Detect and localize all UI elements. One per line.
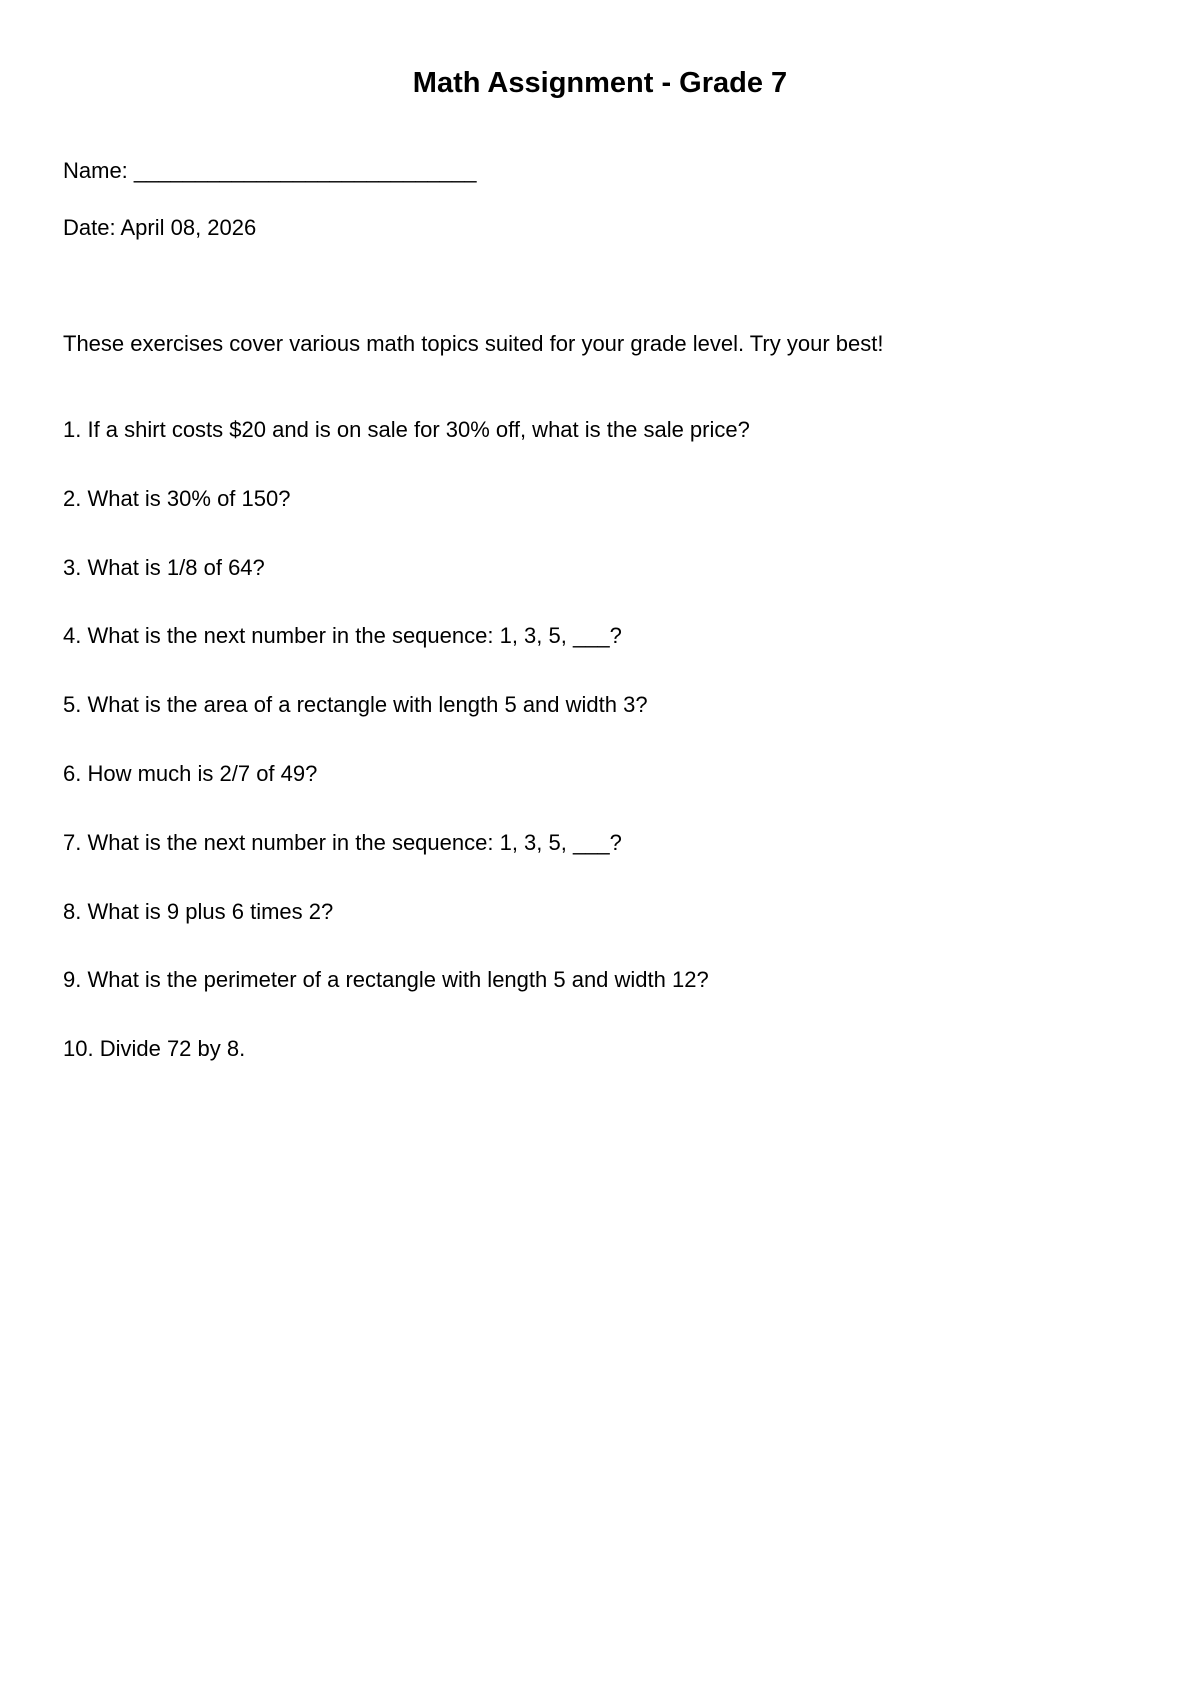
date-line: Date: April 08, 2026 bbox=[63, 215, 257, 240]
question-item: 2. What is 30% of 150? bbox=[63, 485, 291, 511]
question-item: 10. Divide 72 by 8. bbox=[63, 1036, 246, 1062]
question-item: 6. How much is 2/7 of 49? bbox=[63, 760, 318, 786]
question-item: 9. What is the perimeter of a rectangle with length 5 and width 12? bbox=[63, 967, 709, 993]
intro-text: These exercises cover various math topics suited for your grade level. Try your best! bbox=[63, 331, 884, 356]
page-title: Math Assignment - Grade 7 bbox=[412, 67, 788, 99]
question-item: 1. If a shirt costs $20 and is on sale for 30% off, what is the sale price? bbox=[63, 417, 750, 442]
question-list bbox=[63, 416, 750, 1104]
question-item: 4. What is the next number in the sequence: 1, 3, 5, ___? bbox=[63, 623, 622, 649]
question-item: 8. What is 9 plus 6 times 2? bbox=[63, 898, 334, 924]
name-line: Name: ____________________________ bbox=[63, 158, 477, 183]
question-item: 3. What is 1/8 of 64? bbox=[63, 554, 265, 580]
question-item: 7. What is the next number in the sequence: 1, 3, 5, ___? bbox=[63, 829, 622, 855]
question-item: 5. What is the area of a rectangle with length 5 and width 3? bbox=[63, 692, 648, 718]
